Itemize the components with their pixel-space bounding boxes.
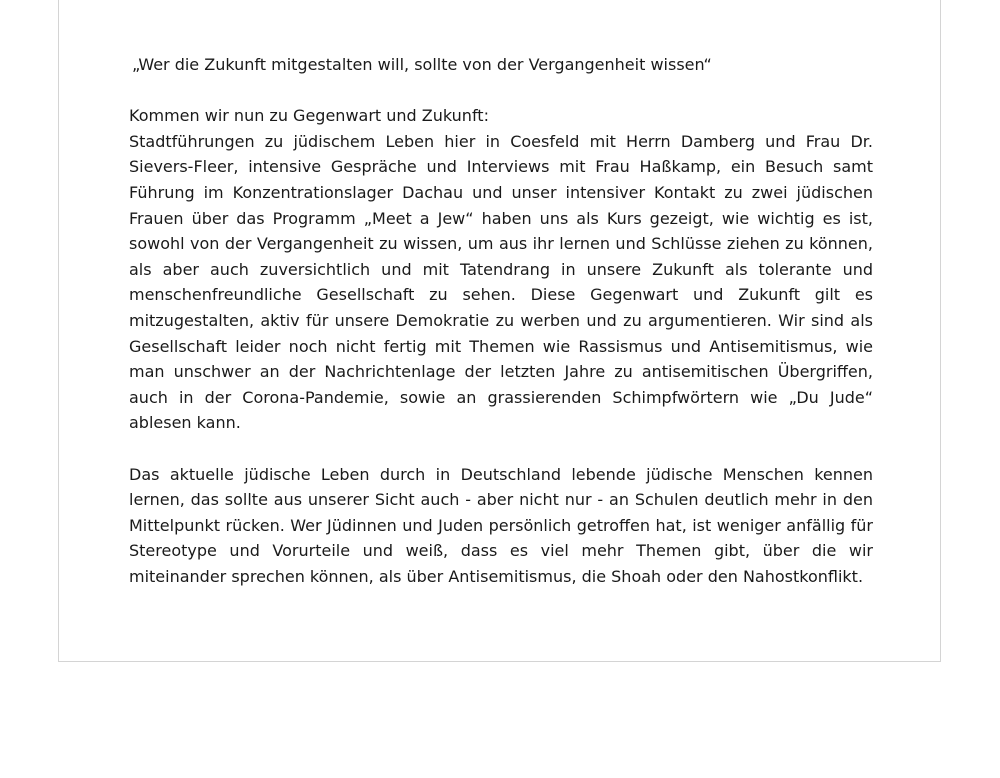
paragraph-present-future: Stadtführungen zu jüdischem Leben hier in Coesfeld mit Herrn Damberg und Frau Dr. Sievers-Fleer, intensive Gespräche und Interviews mit Frau Haßkamp, ein Besuch samt Führung im Konzentrationslager Dachau und unser intensiver Kontakt zu zwei jüdischen Frauen über das Programm „Meet a Jew“ haben uns als Kurs gezeigt, wie wichtig es ist, sowohl von der Vergangenheit zu wissen, um aus ihr lernen und Schlüsse ziehen zu können, als aber auch zuversichtlich und mit Tatendrang in unsere Zukunft als tolerante und menschenfreundliche Gesellschaft zu sehen. Diese Gegenwart und Zukunft gilt es mitzugestalten, aktiv für unsere Demokratie zu werben und zu argumentieren. Wir sind als Gesellschaft leider noch nicht fertig mit Themen wie Rassismus und Antisemitismus, wie man unschwer an der Nachrichtenlage der letzten Jahre zu antisemitischen Übergriffen, auch in der Corona-Pandemie, sowie an grassierenden Schimpfwörtern wie „Du Jude“ ablesen kann. <box>129 131 873 433</box>
opening-quote: „Wer die Zukunft mitgestalten will, sollte von der Vergangenheit wissen“ <box>132 55 712 74</box>
document-page <box>58 0 941 662</box>
paragraph-jewish-life: Das aktuelle jüdische Leben durch in Deutschland lebende jüdische Menschen kennen lernen, das sollte aus unserer Sicht auch - aber nicht nur - an Schulen deutlich mehr in den Mittelpunkt rücken. Wer Jüdinnen und Juden persönlich getroffen hat, ist weniger anfällig für Stereotype und Vorurteile und weiß, dass es viel mehr Themen gibt, über die wir miteinander sprechen können, als über Antisemitismus, die Shoah oder den Nahostkonflikt. <box>129 464 873 586</box>
section-heading: Kommen wir nun zu Gegenwart und Zukunft: <box>129 106 489 126</box>
document-body <box>129 52 873 615</box>
